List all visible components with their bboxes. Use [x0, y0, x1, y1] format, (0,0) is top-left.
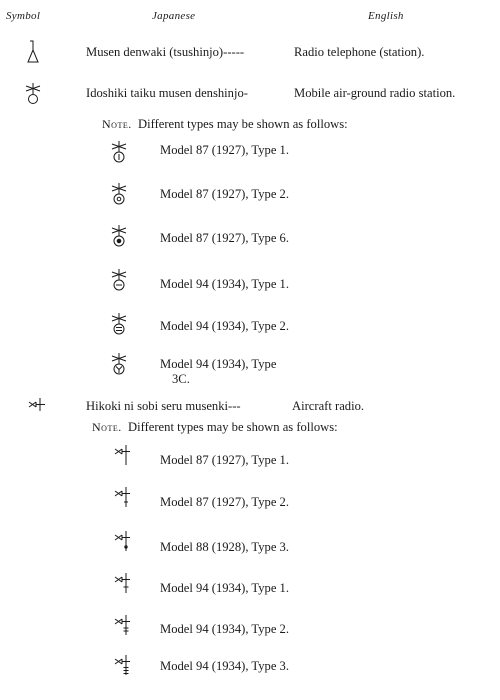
type-label: Model 87 (1927), Type 2. — [160, 187, 290, 201]
mobile-radio-station-icon — [24, 82, 42, 108]
entry-japanese: Musen denwaki (tsushinjo)----- — [86, 45, 245, 59]
radio-telephone-icon — [24, 38, 42, 64]
aircraft-type-1-icon — [114, 444, 132, 470]
entry-japanese: Hikoki ni sobi seru musenki--- — [86, 399, 241, 413]
note-line: Note. Different types may be shown as follows: — [102, 117, 348, 131]
station-type-1934-2-icon — [110, 312, 128, 338]
note-label: Note. — [92, 420, 122, 434]
type-label: Model 94 (1934), Type 2. — [160, 319, 290, 333]
header-symbol: Symbol — [6, 10, 41, 22]
entry-japanese: Idoshiki taiku musen denshinjo- — [86, 86, 248, 100]
entry-english: Radio telephone (station). — [294, 45, 425, 59]
type-label: Model 94 (1934), Type 3C. — [160, 357, 277, 386]
type-label: Model 87 (1927), Type 1. — [160, 453, 290, 467]
type-label: Model 87 (1927), Type 2. — [160, 495, 290, 509]
entry-english: Mobile air-ground radio station. — [294, 86, 456, 100]
station-type-2-icon — [110, 182, 128, 208]
note-label: Note. — [102, 117, 132, 131]
type-label: Model 94 (1934), Type 1. — [160, 581, 290, 595]
station-type-6-icon — [110, 224, 128, 250]
type-label: Model 87 (1927), Type 6. — [160, 231, 290, 245]
header-english: English — [368, 10, 404, 22]
type-label: Model 87 (1927), Type 1. — [160, 143, 290, 157]
note-line: Note. Different types may be shown as follows: — [92, 420, 338, 434]
aircraft-type-3-icon — [114, 530, 132, 556]
type-label: Model 88 (1928), Type 3. — [160, 540, 290, 554]
station-type-1-icon — [110, 140, 128, 166]
aircraft-type-1934-2-icon — [114, 614, 132, 640]
header-japanese: Japanese — [152, 10, 196, 22]
type-label: Model 94 (1934), Type 1. — [160, 277, 290, 291]
aircraft-type-1934-1-icon — [114, 572, 132, 598]
type-label: Model 94 (1934), Type 3. — [160, 659, 290, 673]
station-type-3c-icon — [110, 352, 128, 378]
aircraft-type-2-icon — [114, 486, 132, 512]
station-type-1934-1-icon — [110, 268, 128, 294]
entry-english: Aircraft radio. — [292, 399, 365, 413]
type-label: Model 94 (1934), Type 2. — [160, 622, 290, 636]
aircraft-type-1934-3-icon — [114, 654, 132, 680]
aircraft-radio-icon — [28, 393, 46, 419]
